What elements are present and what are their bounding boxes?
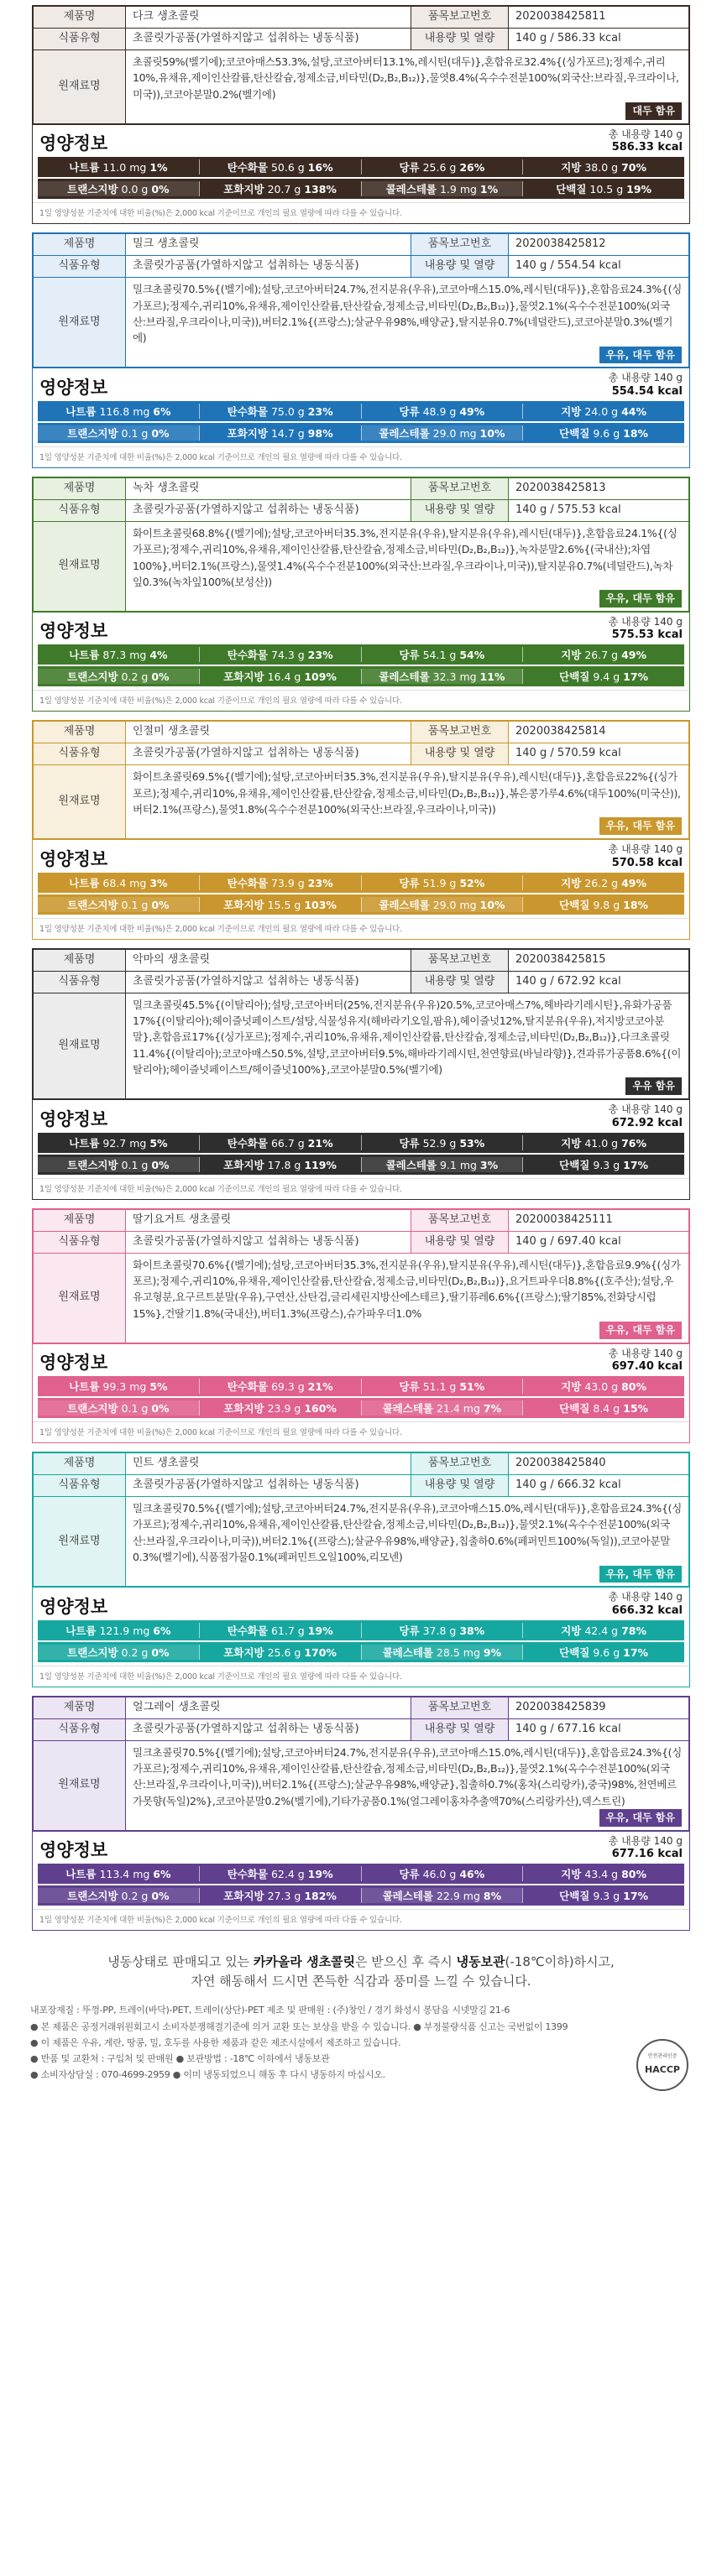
cholesterol-cell: 콜레스테롤 9.1 mg 3% <box>361 1157 523 1172</box>
kcal-value: 666.32 kcal <box>611 1603 683 1617</box>
nutrition-row-2 <box>38 1642 684 1662</box>
label-report-no: 품목보고번호 <box>411 722 509 743</box>
sugars-cell: 당류 25.6 g 26% <box>361 159 523 175</box>
cholesterol-cell: 콜레스테롤 21.4 mg 7% <box>361 1400 523 1416</box>
label-report-no: 품목보고번호 <box>411 1453 509 1475</box>
product-info-table <box>33 233 689 368</box>
protein-cell: 단백질 9.4 g 17% <box>522 669 684 684</box>
sat-fat-cell: 포화지방 23.9 g 160% <box>199 1400 361 1416</box>
sodium-cell: 나트륨 92.7 mg 5% <box>69 1136 168 1150</box>
product-card <box>32 1452 690 1687</box>
label-report-no: 품목보고번호 <box>411 234 509 256</box>
protein-cell: 단백질 9.8 g 18% <box>522 897 684 912</box>
fat-cell: 지방 43.0 g 80% <box>522 1379 684 1394</box>
label-ingredients: 원재료명 <box>34 993 126 1098</box>
product-name: 딸기요거트 생초콜릿 <box>126 1209 411 1231</box>
label-capacity: 내용량 및 열량 <box>411 971 509 993</box>
protein-cell: 단백질 9.3 g 17% <box>522 1157 684 1172</box>
nutrition-title: 영양정보 <box>39 1353 108 1374</box>
label-food-type: 식품유형 <box>34 1475 126 1497</box>
footer-info <box>30 2002 692 2091</box>
product-name: 얼그레이 생초콜릿 <box>126 1697 411 1718</box>
total-amount: 총 내용량 140 g <box>608 1347 683 1359</box>
label-report-no: 품목보고번호 <box>411 949 509 971</box>
label-product-name: 제품명 <box>34 1209 126 1231</box>
total-amount: 총 내용량 140 g <box>608 843 683 856</box>
daily-value-note: 1일 영양성분 기준치에 대한 비율(%)은 2,000 kcal 기준이므로 개인의 필요 열량에 따라 다를 수 있습니다. <box>33 446 689 467</box>
sat-fat-cell: 포화지방 15.5 g 103% <box>199 897 361 912</box>
fat-cell: 지방 38.0 g 70% <box>522 159 684 175</box>
fat-cell: 지방 24.0 g 44% <box>522 404 684 419</box>
daily-value-note: 1일 영양성분 기준치에 대한 비율(%)은 2,000 kcal 기준이므로 개인의 필요 열량에 따라 다를 수 있습니다. <box>33 202 689 223</box>
food-type: 초콜릿가공품(가열하지않고 섭취하는 냉동식품) <box>126 256 411 278</box>
ingredients-cell <box>126 521 689 611</box>
trans-fat-cell: 트랜스지방 0.1 g 0% <box>38 1157 199 1172</box>
ingredients-text: 밀크초콜릿70.5%{(벨기에);설탕,코코아버터24.7%,전지분유(우유),코코아매스15.0%,레시틴(대두)},혼합음료24.3%{(싱가포르);정제수,귀리10%,유채유,제이인산칼륨,탄산칼슘,정제소금,비타민(D₂,B₂,B₁₂)},물엿2.1%(옥수수전분100%(외국산:브라질,우크라이나,미국)),버터2.1%{(프랑스);살균우유98%,배양균},탈지분유0.7%(네덜란드),코코아분말0.3%(벨기에) <box>133 283 683 345</box>
food-type: 초콜릿가공품(가열하지않고 섭취하는 냉동식품) <box>126 971 411 993</box>
nutrition-row-1 <box>38 644 684 665</box>
report-number: 2020038425815 <box>509 949 689 971</box>
haccp-icon: 안전관리인증 HACCP <box>636 2039 688 2091</box>
nutrition-title: 영양정보 <box>39 1596 108 1617</box>
food-type: 초콜릿가공품(가열하지않고 섭취하는 냉동식품) <box>126 1718 411 1740</box>
trans-fat-cell: 트랜스지방 0.1 g 0% <box>38 425 199 441</box>
capacity-kcal: 140 g / 586.33 kcal <box>509 29 689 50</box>
product-name: 녹차 생초콜릿 <box>126 477 411 499</box>
ingredients-text: 초콜릿59%(벨기에);코코아매스53.3%,설탕,코코아버터13.1%,레시틴(대두)},혼합유로32.4%{(싱가포르);정제수,귀리10%,유채유,제이인산칼륨,탄산칼슘,정제소금,비타민(D₂,B₂,B₁₂)},물엿8.4%(옥수수전분100%(외국산:브라질,우크라이나,미국)),코코아분말0.2%(벨기에) <box>133 55 679 101</box>
label-food-type: 식품유형 <box>34 29 126 50</box>
nutrition-calories <box>609 1103 683 1130</box>
label-product-name: 제품명 <box>34 1697 126 1718</box>
label-ingredients: 원재료명 <box>34 50 126 124</box>
cholesterol-cell: 콜레스테롤 29.0 mg 10% <box>361 897 523 912</box>
product-card <box>32 1208 690 1444</box>
cholesterol-cell: 콜레스테롤 29.0 mg 10% <box>361 425 523 441</box>
product-info-table <box>33 6 689 124</box>
label-food-type: 식품유형 <box>34 1231 126 1253</box>
product-card <box>32 477 690 712</box>
nutrition-row-1 <box>38 1133 684 1153</box>
product-name: 다크 생초콜릿 <box>126 7 411 29</box>
nutrition-header <box>33 1587 689 1619</box>
nutrition-row-2 <box>38 1398 684 1418</box>
protein-cell: 단백질 10.5 g 19% <box>522 181 684 196</box>
sodium-cell: 나트륨 87.3 mg 4% <box>69 649 168 662</box>
label-capacity: 내용량 및 열량 <box>411 499 509 521</box>
protein-cell: 단백질 9.6 g 17% <box>522 1645 684 1660</box>
label-product-name: 제품명 <box>34 477 126 499</box>
product-name: 인절미 생초콜릿 <box>126 722 411 743</box>
food-type: 초콜릿가공품(가열하지않고 섭취하는 냉동식품) <box>126 1231 411 1253</box>
fat-cell: 지방 41.0 g 76% <box>522 1135 684 1150</box>
sat-fat-cell: 포화지방 20.7 g 138% <box>199 181 361 196</box>
food-type: 초콜릿가공품(가열하지않고 섭취하는 냉동식품) <box>126 743 411 765</box>
nutrition-row-2 <box>38 666 684 686</box>
capacity-kcal: 140 g / 697.40 kcal <box>509 1231 689 1253</box>
footer-text <box>30 2002 633 2091</box>
nutrition-row-1 <box>38 401 684 421</box>
label-ingredients: 원재료명 <box>34 521 126 611</box>
carbs-cell: 탄수화물 75.0 g 23% <box>199 404 361 419</box>
label-food-type: 식품유형 <box>34 971 126 993</box>
footer-line-1: 내포장재질 : 뚜껑-PP, 트레이(바닥)-PET, 트레이(상단)-PET 제조 및 판매원 : (주)창인 / 경기 화성시 봉담읍 시넷말길 21-6 <box>30 2005 510 2016</box>
nutrition-row-1 <box>38 1864 684 1884</box>
nutrition-header <box>33 612 689 644</box>
nutrition-calories <box>609 616 683 643</box>
daily-value-note: 1일 영양성분 기준치에 대한 비율(%)은 2,000 kcal 기준이므로 개인의 필요 열량에 따라 다를 수 있습니다. <box>33 1421 689 1442</box>
capacity-kcal: 140 g / 575.53 kcal <box>509 499 689 521</box>
total-amount: 총 내용량 140 g <box>608 1103 683 1116</box>
nutrition-calories <box>609 372 683 399</box>
storage-message: 냉동상태로 판매되고 있는 카카올라 생초콜릿은 받으신 후 즉시 냉동보관(-18℃이하)하시고, 자연 해동해서 드시면 쫀득한 식감과 풍미를 느낄 수 있습니다. <box>107 1954 615 1989</box>
label-capacity: 내용량 및 열량 <box>411 256 509 278</box>
sodium-cell: 나트륨 99.3 mg 5% <box>69 1380 168 1394</box>
ingredients-text: 화이트초콜릿69.5%{(벨기에);설탕,코코아버터35.3%,전지분유(우유),탈지분유(우유),레시틴(대두)},혼합음료22%{(싱가포르);정제수,귀리10%,유채유,제이인산칼륨,탄산칼슘,정제소금,비타민(D₂,B₂,B₁₂)},볶은콩가루4.6%(대두100%(미국산)),버터2.1%(프랑스),물엿1.8%(옥수수전분100%(외국산:브라질,우크라이나,미국)) <box>133 770 681 816</box>
label-report-no: 품목보고번호 <box>411 7 509 29</box>
product-name: 밀크 생초콜릿 <box>126 234 411 256</box>
product-card <box>32 1696 690 1932</box>
ingredients-cell <box>126 1740 689 1830</box>
cholesterol-cell: 콜레스테롤 1.9 mg 1% <box>361 181 523 196</box>
allergy-badge: 우유, 대두 함유 <box>599 1322 682 1339</box>
ingredients-text: 밀크초콜릿70.5%{(벨기에);설탕,코코아버터24.7%,전지분유(우유),코코아매스15.0%,레시틴(대두)},혼합음료24.3%{(싱가포르);정제수,귀리10%,유채유,제이인산칼륨,탄산칼슘,정제소금,비타민(D₂,B₂,B₁₂)},물엿2.1%(옥수수전분100%(외국산:브라질,우크라이나,미국)),버터2.1%{(프랑스);살균우유98%,배양균},칩출하0.6%(페퍼민트100%(독일)),코코아분말0.3%(벨기에),식품점가물0.1%(페퍼민트오일100%,리모넨) <box>133 1502 683 1564</box>
product-info-table <box>33 1452 689 1587</box>
capacity-kcal: 140 g / 677.16 kcal <box>509 1718 689 1740</box>
carbs-cell: 탄수화물 61.7 g 19% <box>199 1623 361 1638</box>
label-report-no: 품목보고번호 <box>411 1209 509 1231</box>
cholesterol-cell: 콜레스테롤 32.3 mg 11% <box>361 669 523 684</box>
fat-cell: 지방 26.7 g 49% <box>522 647 684 662</box>
label-food-type: 식품유형 <box>34 743 126 765</box>
report-number: 2020038425840 <box>509 1453 689 1475</box>
ingredients-text: 밀크초콜릿70.5%{(벨기에);설탕,코코아버터24.7%,전지분유(우유),코코아매스15.0%,레시틴(대두)},혼합음료24.3%{(싱가포르);정제수,귀리10%,유채유,제이인산칼륨,탄산칼슘,정제소금,비타민(D₂,B₂,B₁₂)},물엿2.1%(옥수수전분100%(외국산:브라질,우크라이나,미국)),버터2.1%{(프랑스);살균우유98%,배양균},칩출하0.7%(홍차(스리랑카),중국)98%,천연베르가못향(독일)2%},코코아분말0.2%(벨기에),기타가공품0.1%(얼그레이홍차추출액70%(스리랑카산),덱스트린) <box>133 1745 683 1807</box>
product-info-table <box>33 477 689 612</box>
capacity-kcal: 140 g / 666.32 kcal <box>509 1475 689 1497</box>
footer-line-3: ● 이 제품은 우유, 계란, 땅콩, 밀, 호두를 사용한 제품과 같은 제조시설에서 제조하고 있습니다. <box>30 2036 401 2048</box>
daily-value-note: 1일 영양성분 기준치에 대한 비율(%)은 2,000 kcal 기준이므로 개인의 필요 열량에 따라 다를 수 있습니다. <box>33 1666 689 1687</box>
sugars-cell: 당류 37.8 g 38% <box>361 1623 523 1638</box>
ingredients-text: 화이트초콜릿68.8%{(벨기에);설탕,코코아버터35.3%,전지분유(우유),탈지분유(우유),레시틴(대두)},혼합음료24.1%{(싱가포르);정제수,귀리10%,유채유,제이인산칼륨,탄산칼슘,정제소금,비타민(D₂,B₂,B₁₂)},녹차분말2.6%{(국내산);차엽100%},버터2.1%(프랑스),물엿1.4%(옥수수전분100%(외국산:브라질,우크라이나,미국)),탈지분유0.7%(네덜란드),녹차잎0.3%(녹차잎100%(보성산)) <box>133 526 678 588</box>
product-card <box>32 232 690 468</box>
trans-fat-cell: 트랜스지방 0.0 g 0% <box>38 181 199 196</box>
footer-line-2: ● 본 제품은 공정거래위원회고시 소비자분쟁해결기준에 의거 교환 또는 보상을 받을 수 있습니다. ● 부정불량식품 신고는 국번없이 1399 <box>30 2021 568 2032</box>
product-card <box>32 5 690 224</box>
report-number: 2020038425811 <box>509 7 689 29</box>
sodium-cell: 나트륨 113.4 mg 6% <box>65 1868 171 1881</box>
carbs-cell: 탄수화물 69.3 g 21% <box>199 1379 361 1394</box>
kcal-value: 697.40 kcal <box>611 1360 683 1374</box>
allergy-badge: 우유 함유 <box>625 1077 682 1095</box>
protein-cell: 단백질 9.6 g 18% <box>522 425 684 441</box>
ingredients-text: 화이트초콜릿70.6%{(벨기에);설탕,코코아버터35.3%,전지분유(우유),탈지분유(우유),레시틴(대두)},혼합음료9.9%{(싱가포르);정제수,귀리10%,유채유,제이인산칼륨,탄산칼슘,정제소금,비타민(D₂,B₂,B₁₂)},요거트파우더8.8%{(호주산);설탕,우유고형분,요구르트분말(우유),구연산,산탄검,글리세린지방산에스테르},딸기퓨레6.6%{(프랑스);딸기85%,전화당시럽15%},건딸기1.8%(국내산),버터1.3%(프랑스),슈가파우더1.0% <box>133 1258 681 1320</box>
ingredients-cell <box>126 50 689 124</box>
sugars-cell: 당류 52.9 g 53% <box>361 1135 523 1150</box>
nutrition-header <box>33 1099 689 1132</box>
label-capacity: 내용량 및 열량 <box>411 743 509 765</box>
capacity-kcal: 140 g / 570.59 kcal <box>509 743 689 765</box>
kcal-value: 570.58 kcal <box>611 856 683 869</box>
food-type: 초콜릿가공품(가열하지않고 섭취하는 냉동식품) <box>126 29 411 50</box>
ingredients-cell <box>126 765 689 839</box>
sodium-cell: 나트륨 68.4 mg 3% <box>69 876 168 889</box>
haccp-logo <box>633 2002 692 2091</box>
trans-fat-cell: 트랜스지방 0.2 g 0% <box>38 1888 199 1903</box>
sodium-cell: 나트륨 121.9 mg 6% <box>65 1624 171 1637</box>
product-card <box>32 720 690 939</box>
kcal-value: 575.53 kcal <box>611 628 683 642</box>
nutrition-title: 영양정보 <box>39 621 108 642</box>
label-food-type: 식품유형 <box>34 499 126 521</box>
sugars-cell: 당류 54.1 g 54% <box>361 647 523 662</box>
daily-value-note: 1일 영양성분 기준치에 대한 비율(%)은 2,000 kcal 기준이므로 개인의 필요 열량에 따라 다를 수 있습니다. <box>33 1178 689 1199</box>
report-number: 2020038425839 <box>509 1697 689 1718</box>
trans-fat-cell: 트랜스지방 0.1 g 0% <box>38 897 199 912</box>
nutrition-header <box>33 124 689 157</box>
product-name: 악마의 생초콜릿 <box>126 949 411 971</box>
nutrition-header <box>33 368 689 400</box>
ingredients-cell <box>126 278 689 368</box>
carbs-cell: 탄수화물 66.7 g 21% <box>199 1135 361 1150</box>
daily-value-note: 1일 영양성분 기준치에 대한 비율(%)은 2,000 kcal 기준이므로 개인의 필요 열량에 따라 다를 수 있습니다. <box>33 918 689 939</box>
carbs-cell: 탄수화물 62.4 g 19% <box>199 1866 361 1881</box>
nutrition-title: 영양정보 <box>39 133 108 154</box>
nutrition-row-1 <box>38 157 684 177</box>
sat-fat-cell: 포화지방 25.6 g 170% <box>199 1645 361 1660</box>
nutrition-row-2 <box>38 1155 684 1175</box>
allergy-badge: 우유, 대두 함유 <box>599 817 682 835</box>
ingredients-cell <box>126 1253 689 1343</box>
nutrition-header <box>33 1343 689 1376</box>
nutrition-title: 영양정보 <box>39 377 108 398</box>
trans-fat-cell: 트랜스지방 0.2 g 0% <box>38 1645 199 1660</box>
protein-cell: 단백질 9.3 g 17% <box>522 1888 684 1903</box>
nutrition-row-2 <box>38 179 684 199</box>
sat-fat-cell: 포화지방 16.4 g 109% <box>199 669 361 684</box>
fat-cell: 지방 42.4 g 78% <box>522 1623 684 1638</box>
fat-cell: 지방 43.4 g 80% <box>522 1866 684 1881</box>
nutrition-calories <box>609 843 683 870</box>
nutrition-row-1 <box>38 873 684 893</box>
nutrition-calories <box>609 1591 683 1618</box>
kcal-value: 672.92 kcal <box>611 1116 683 1129</box>
sugars-cell: 당류 48.9 g 49% <box>361 404 523 419</box>
nutrition-title: 영양정보 <box>39 1108 108 1129</box>
fat-cell: 지방 26.2 g 49% <box>522 875 684 890</box>
total-amount: 총 내용량 140 g <box>608 128 683 140</box>
nutrition-calories <box>609 1348 683 1374</box>
label-ingredients: 원재료명 <box>34 1497 126 1587</box>
sat-fat-cell: 포화지방 17.8 g 119% <box>199 1157 361 1172</box>
footer-line-5: ● 소비자상담실 : 070-4699-2959 ● 이미 냉동되었으니 해동 후 다시 냉동하지 마십시오. <box>30 2069 385 2081</box>
label-product-name: 제품명 <box>34 722 126 743</box>
nutrition-header <box>33 839 689 872</box>
carbs-cell: 탄수화물 73.9 g 23% <box>199 875 361 890</box>
capacity-kcal: 140 g / 554.54 kcal <box>509 256 689 278</box>
label-ingredients: 원재료명 <box>34 765 126 839</box>
ingredients-cell <box>126 1497 689 1587</box>
nutrition-calories <box>609 1835 683 1862</box>
cholesterol-cell: 콜레스테롤 22.9 mg 8% <box>361 1888 523 1903</box>
ingredients-cell <box>126 993 689 1098</box>
allergy-badge: 우유, 대두 함유 <box>599 1566 682 1583</box>
kcal-value: 554.54 kcal <box>611 384 683 398</box>
label-product-name: 제품명 <box>34 7 126 29</box>
nutrition-row-2 <box>38 423 684 443</box>
nutrition-title: 영양정보 <box>39 848 108 869</box>
report-number: 2020038425812 <box>509 234 689 256</box>
nutrition-row-1 <box>38 1620 684 1640</box>
total-amount: 총 내용량 140 g <box>608 615 683 628</box>
daily-value-note: 1일 영양성분 기준치에 대한 비율(%)은 2,000 kcal 기준이므로 개인의 필요 열량에 따라 다를 수 있습니다. <box>33 1909 689 1930</box>
label-product-name: 제품명 <box>34 949 126 971</box>
sugars-cell: 당류 51.1 g 51% <box>361 1379 523 1394</box>
trans-fat-cell: 트랜스지방 0.2 g 0% <box>38 669 199 684</box>
product-name: 민트 생초콜릿 <box>126 1453 411 1475</box>
label-food-type: 식품유형 <box>34 256 126 278</box>
allergy-badge: 대두 함유 <box>625 102 682 120</box>
report-number: 2020038425813 <box>509 477 689 499</box>
kcal-value: 586.33 kcal <box>611 141 683 154</box>
product-info-table <box>33 1209 689 1343</box>
daily-value-note: 1일 영양성분 기준치에 대한 비율(%)은 2,000 kcal 기준이므로 개인의 필요 열량에 따라 다를 수 있습니다. <box>33 690 689 711</box>
nutrition-row-1 <box>38 1376 684 1396</box>
allergy-badge: 우유, 대두 함유 <box>599 590 682 607</box>
label-product-name: 제품명 <box>34 234 126 256</box>
food-type: 초콜릿가공품(가열하지않고 섭취하는 냉동식품) <box>126 499 411 521</box>
label-capacity: 내용량 및 열량 <box>411 1718 509 1740</box>
nutrition-row-2 <box>38 894 684 915</box>
carbs-cell: 탄수화물 50.6 g 16% <box>199 159 361 175</box>
sugars-cell: 당류 51.9 g 52% <box>361 875 523 890</box>
label-capacity: 내용량 및 열량 <box>411 29 509 50</box>
total-amount: 총 내용량 140 g <box>608 372 683 384</box>
food-type: 초콜릿가공품(가열하지않고 섭취하는 냉동식품) <box>126 1475 411 1497</box>
protein-cell: 단백질 8.4 g 15% <box>522 1400 684 1416</box>
sat-fat-cell: 포화지방 27.3 g 182% <box>199 1888 361 1903</box>
product-info-table <box>33 1697 689 1831</box>
report-number: 2020038425814 <box>509 722 689 743</box>
label-ingredients: 원재료명 <box>34 278 126 368</box>
label-ingredients: 원재료명 <box>34 1740 126 1830</box>
total-amount: 총 내용량 140 g <box>608 1834 683 1847</box>
nutrition-title: 영양정보 <box>39 1840 108 1861</box>
total-amount: 총 내용량 140 g <box>608 1591 683 1603</box>
nutrition-calories <box>609 128 683 155</box>
sat-fat-cell: 포화지방 14.7 g 98% <box>199 425 361 441</box>
label-capacity: 내용량 및 열량 <box>411 1231 509 1253</box>
ingredients-text: 밀크초콜릿45.5%{(이탈리아);설탕,코코아버터(25%,전지분유(우유)20.5%,코코아매스7%,헤바라기레시틴},유화가공품17%{(이탈리아);헤이즐넛페이스트/설탕,식물성유지(해바라기오일,팜유),헤이즐넛12%,탈지분유(우유),저지방코코아분말},혼합음료17%{(싱가포르);정제수,귀리10%,유채유,제이인산칼륨,탄산칼슘,정제소금,비타민(D₂,B₂,B₁₂)},다크초콜릿11.4%{(이탈리아);코코아매스50.5%,설탕,코코아버터9.5%,해바라기레시틴,천연향료(바닐라향)},견과류가공품8.6%{(이탈리아);헤이즐넛페이스트/헤이즐넛100%},코코아분말0.5%(벨기에) <box>133 998 682 1077</box>
nutrition-row-2 <box>38 1885 684 1906</box>
label-food-type: 식품유형 <box>34 1718 126 1740</box>
label-product-name: 제품명 <box>34 1453 126 1475</box>
sugars-cell: 당류 46.0 g 46% <box>361 1866 523 1881</box>
trans-fat-cell: 트랜스지방 0.1 g 0% <box>38 1400 199 1416</box>
label-ingredients: 원재료명 <box>34 1253 126 1343</box>
product-info-table <box>33 721 689 839</box>
product-info-table <box>33 949 689 1099</box>
report-number: 20200038425111 <box>509 1209 689 1231</box>
label-report-no: 품목보고번호 <box>411 477 509 499</box>
nutrition-header <box>33 1831 689 1864</box>
kcal-value: 677.16 kcal <box>611 1848 683 1861</box>
sodium-cell: 나트륨 116.8 mg 6% <box>65 404 171 418</box>
footer-line-4: ● 반품 및 교환처 : 구입처 및 판매원 ● 보관방법 : -18℃ 이하에서 냉동보관 <box>30 2053 330 2064</box>
label-report-no: 품목보고번호 <box>411 1697 509 1718</box>
label-capacity: 내용량 및 열량 <box>411 1475 509 1497</box>
carbs-cell: 탄수화물 74.3 g 23% <box>199 647 361 662</box>
cholesterol-cell: 콜레스테롤 28.5 mg 9% <box>361 1645 523 1660</box>
product-card <box>32 948 690 1200</box>
sodium-cell: 나트륨 11.0 mg 1% <box>69 161 168 175</box>
allergy-badge: 우유, 대두 함유 <box>599 1809 682 1827</box>
capacity-kcal: 140 g / 672.92 kcal <box>509 971 689 993</box>
allergy-badge: 우유, 대두 함유 <box>599 347 682 364</box>
